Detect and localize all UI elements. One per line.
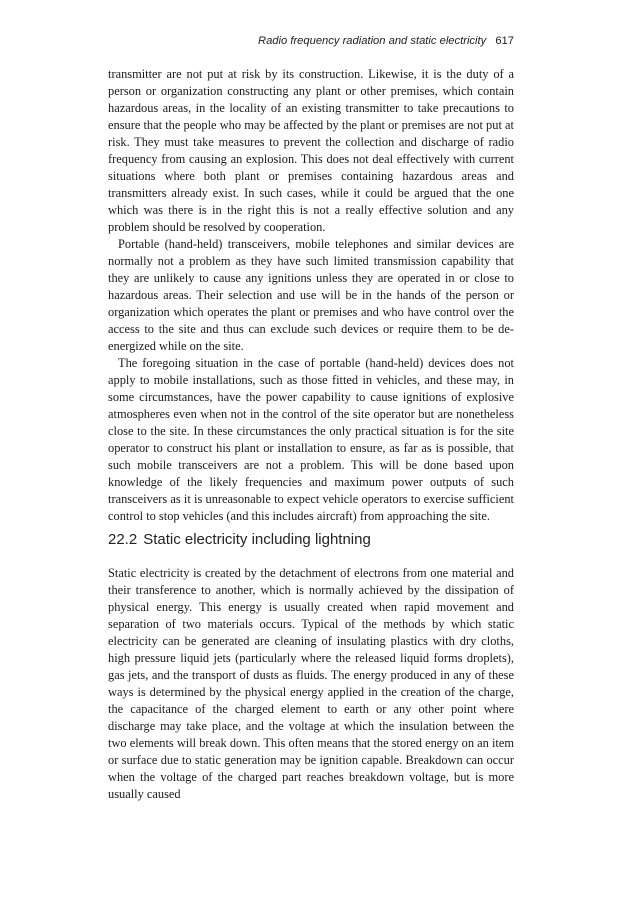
- body-text-lower: [108, 565, 514, 803]
- body-text-upper: [108, 66, 514, 525]
- paragraph: transmitter are not put at risk by its construction. Likewise, it is the duty of a person or organization constructing any plant or other premises, which contain hazardous areas, in the locality of an existing transmitter to take precautions to ensure that the people who may be affected by the plant or premises are not put at risk. They must take measures to prevent the collection and discharge of radio frequency from causing an explosion. This does not deal effectively with current situations where both plant or premises containing hazardous areas and transmitters already exist. In such cases, while it could be argued that the one which was there is in the right this is not a really effective solution and any problem should be resolved by cooperation.: [108, 67, 514, 234]
- running-head: [108, 35, 514, 47]
- section-heading: [108, 531, 514, 548]
- section-title: Static electricity including lightning: [143, 531, 371, 548]
- paragraph: Portable (hand-held) transceivers, mobile telephones and similar devices are normally not a problem as they have such limited transmission capability that they are unlikely to cause any ignitions unless they are operated in or close to hazardous areas. Their selection and use will be in the hands of the person or organization which operates the plant or premises and who have control over the access to the site and thus can exclude such devices or require them to be de-energized while on the site.: [108, 237, 514, 353]
- running-head-title: Radio frequency radiation and static electricity: [258, 35, 487, 47]
- paragraph: Static electricity is created by the detachment of electrons from one material and their transference to another, which is normally achieved by the dissipation of physical energy. This energy is usually created when rapid movement and separation of two materials occurs. Typical of the methods by which static electricity can be generated are cleaning of insulating plastics with dry cloths, high pressure liquid jets (particularly where the released liquid forms droplets), gas jets, and the transport of dusts as fluids. The energy produced in any of these ways is determined by the physical energy applied in the creation of the charge, the capacitance of the charged element to earth or any other point where discharge may take place, and the voltage at which the insulation between the two elements will break down. This often means that the stored energy on an item or surface due to static generation may be ignition capable. Breakdown can occur when the voltage of the charged part reaches breakdown voltage, but is more usually caused: [108, 566, 514, 801]
- section-number: 22.2: [108, 531, 138, 548]
- paragraph: The foregoing situation in the case of portable (hand-held) devices does not apply to mobile installations, such as those fitted in vehicles, and these may, in some circumstances, have the power capability to cause ignitions of explosive atmospheres even when not in the control of the site operator but are nonetheless close to the site. In these circumstances the only practical situation is for the site operator to construct his plant or installation to ensure, as far as is possible, that such mobile transceivers are not a problem. This will be done based upon knowledge of the likely frequencies and maximum power outputs of such transceivers as it is unreasonable to expect vehicle operators to exercise sufficient control to stop vehicles (and this includes aircraft) from approaching the site.: [108, 356, 514, 523]
- page-number: 617: [495, 35, 514, 47]
